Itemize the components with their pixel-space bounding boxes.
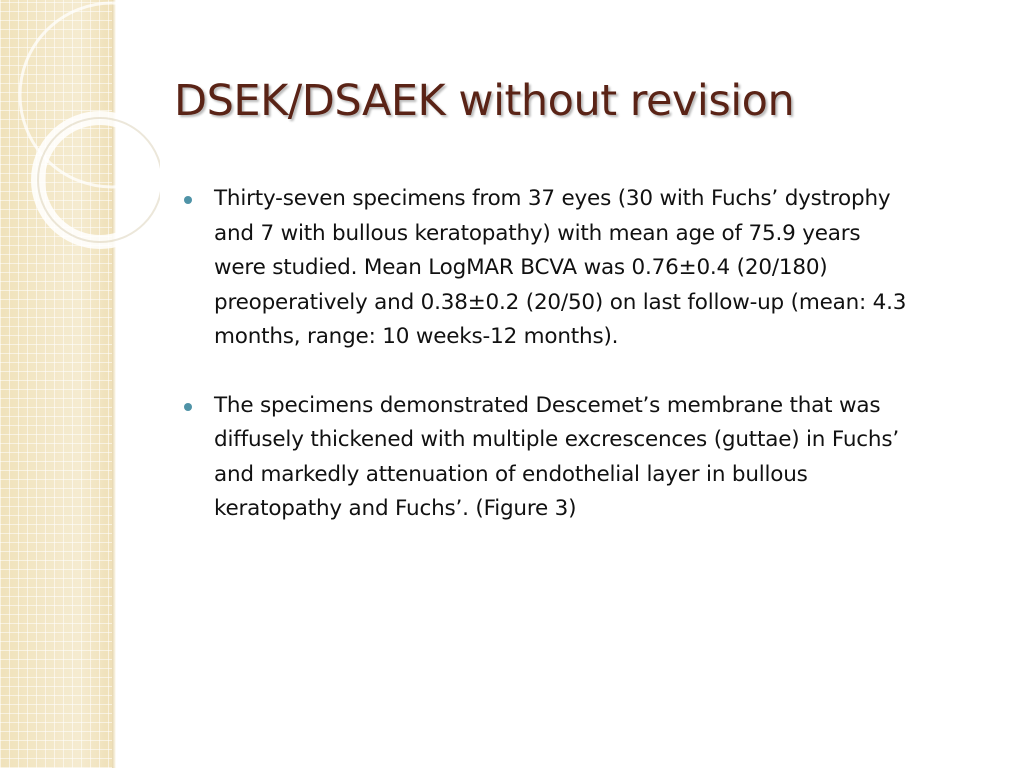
bullet-dot-icon	[184, 196, 192, 204]
bullet-text: The specimens demonstrated Descemet’s membrane that was diffusely thickened with multiple excrescences (guttae) in Fuchs’ and markedly attenuation of endothelial layer in bullous keratopathy and Fuchs’. (Figure 3)	[214, 392, 899, 521]
bullet-item	[184, 389, 914, 527]
bullet-list	[184, 182, 914, 527]
bullet-text: Thirty-seven specimens from 37 eyes (30 with Fuchs’ dystrophy and 7 with bullous keratopathy) with mean age of 75.9 years were studied. Mean LogMAR BCVA was 0.76±0.4 (20/180) preoperatively and 0.38±0.2 (20/50) on last follow-up (mean: 4.3 months, range: 10 weeks-12 months).	[214, 186, 907, 349]
decorative-rings	[0, 0, 160, 260]
slide-title: DSEK/DSAEK without revision	[174, 76, 795, 126]
bullet-item	[184, 182, 914, 355]
bullet-dot-icon	[184, 403, 192, 411]
